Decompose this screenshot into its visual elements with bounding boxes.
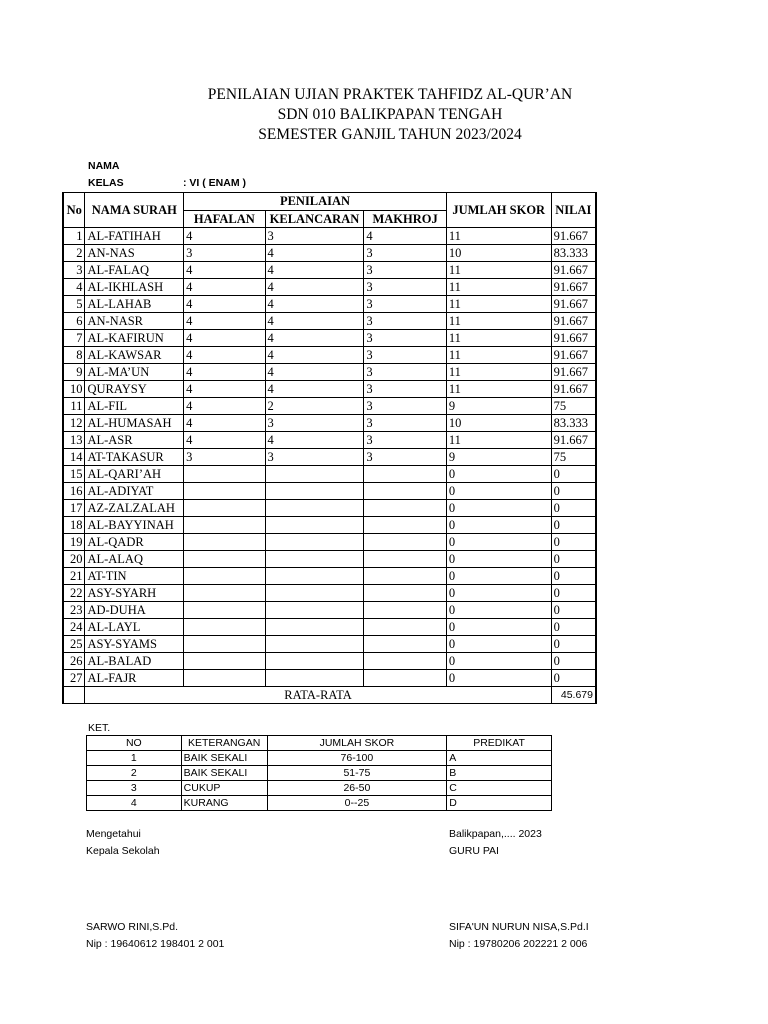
row-nilai-cell: 75 — [551, 398, 596, 415]
header-nama-surah: NAMA SURAH — [85, 193, 184, 228]
table-row — [63, 466, 596, 483]
row-nilai-cell: 0 — [551, 585, 596, 602]
row-hafalan-cell: 4 — [184, 432, 265, 449]
row-hafalan-cell: 4 — [184, 262, 265, 279]
row-jumlah-cell: 0 — [446, 551, 551, 568]
table-row — [63, 619, 596, 636]
row-hafalan-cell: 4 — [184, 398, 265, 415]
ket-jumlah-cell: 76-100 — [267, 751, 447, 766]
ket-keterangan-cell: BAIK SEKALI — [181, 751, 267, 766]
row-kelancaran-cell — [265, 670, 364, 687]
row-hafalan-cell — [184, 551, 265, 568]
row-jumlah-cell: 0 — [446, 636, 551, 653]
predikat-row — [87, 796, 552, 811]
row-makhroj-cell: 3 — [364, 364, 447, 381]
signature-left-name-block — [86, 919, 224, 953]
row-kelancaran-cell — [265, 534, 364, 551]
ket-no-cell: 3 — [87, 781, 182, 796]
ket-keterangan-cell: BAIK SEKALI — [181, 766, 267, 781]
nama-label: NAMA — [88, 160, 120, 172]
ket-predikat-cell: A — [447, 751, 552, 766]
row-jumlah-cell: 11 — [446, 279, 551, 296]
row-hafalan-cell — [184, 653, 265, 670]
table-row — [63, 381, 596, 398]
row-no-cell: 8 — [63, 347, 85, 364]
row-nilai-cell: 91.667 — [551, 313, 596, 330]
row-surah-cell: AL-BALAD — [85, 653, 184, 670]
row-nilai-cell: 0 — [551, 551, 596, 568]
kepala-sekolah-name: SARWO RINI,S.Pd. — [86, 921, 178, 933]
row-nilai-cell: 91.667 — [551, 330, 596, 347]
table-row — [63, 330, 596, 347]
table-row — [63, 279, 596, 296]
row-nilai-cell: 0 — [551, 568, 596, 585]
predikat-row — [87, 781, 552, 796]
row-no-cell: 6 — [63, 313, 85, 330]
row-surah-cell: AL-FALAQ — [85, 262, 184, 279]
table-row — [63, 602, 596, 619]
row-kelancaran-cell: 4 — [265, 432, 364, 449]
row-makhroj-cell — [364, 636, 447, 653]
row-no-cell: 23 — [63, 602, 85, 619]
guru-pai-text: GURU PAI — [449, 845, 499, 857]
row-hafalan-cell — [184, 602, 265, 619]
row-jumlah-cell: 11 — [446, 262, 551, 279]
row-makhroj-cell: 3 — [364, 449, 447, 466]
row-no-cell: 5 — [63, 296, 85, 313]
row-makhroj-cell — [364, 585, 447, 602]
row-kelancaran-cell — [265, 585, 364, 602]
table-row — [63, 551, 596, 568]
table-row — [63, 364, 596, 381]
row-hafalan-cell — [184, 670, 265, 687]
row-jumlah-cell: 0 — [446, 602, 551, 619]
table-row — [63, 313, 596, 330]
row-makhroj-cell — [364, 483, 447, 500]
ket-header-jumlah: JUMLAH SKOR — [267, 736, 447, 751]
row-nilai-cell: 83.333 — [551, 245, 596, 262]
row-surah-cell: AL-KAFIRUN — [85, 330, 184, 347]
ket-header-predikat: PREDIKAT — [447, 736, 552, 751]
row-jumlah-cell: 11 — [446, 228, 551, 245]
signature-right-block — [449, 826, 542, 860]
row-no-cell: 14 — [63, 449, 85, 466]
row-makhroj-cell — [364, 466, 447, 483]
signature-left-block — [86, 826, 160, 860]
kepala-sekolah-text: Kepala Sekolah — [86, 845, 160, 857]
header-makhroj: MAKHROJ — [364, 210, 447, 228]
header-hafalan: HAFALAN — [184, 210, 265, 228]
row-surah-cell: QURAYSY — [85, 381, 184, 398]
table-row — [63, 449, 596, 466]
table-row — [63, 245, 596, 262]
row-nilai-cell: 0 — [551, 636, 596, 653]
ket-keterangan-cell: KURANG — [181, 796, 267, 811]
table-row — [63, 500, 596, 517]
header-kelancaran: KELANCARAN — [265, 210, 364, 228]
row-surah-cell: AL-QADR — [85, 534, 184, 551]
row-jumlah-cell: 11 — [446, 296, 551, 313]
row-jumlah-cell: 0 — [446, 619, 551, 636]
row-nilai-cell: 83.333 — [551, 415, 596, 432]
ket-no-cell: 1 — [87, 751, 182, 766]
ket-no-cell: 4 — [87, 796, 182, 811]
row-jumlah-cell: 11 — [446, 364, 551, 381]
row-nilai-cell: 91.667 — [551, 279, 596, 296]
row-nilai-cell: 91.667 — [551, 364, 596, 381]
row-surah-cell: AL-BAYYINAH — [85, 517, 184, 534]
predikat-row — [87, 766, 552, 781]
row-surah-cell: AL-QARI’AH — [85, 466, 184, 483]
score-table — [62, 192, 597, 704]
row-hafalan-cell: 4 — [184, 279, 265, 296]
row-no-cell: 19 — [63, 534, 85, 551]
ket-label: KET. — [88, 722, 111, 734]
row-jumlah-cell: 0 — [446, 517, 551, 534]
table-row — [63, 517, 596, 534]
row-jumlah-cell: 0 — [446, 483, 551, 500]
row-surah-cell: AT-TIN — [85, 568, 184, 585]
ket-header-no: NO — [87, 736, 182, 751]
row-jumlah-cell: 0 — [446, 568, 551, 585]
row-jumlah-cell: 0 — [446, 466, 551, 483]
row-kelancaran-cell: 4 — [265, 347, 364, 364]
row-surah-cell: AT-TAKASUR — [85, 449, 184, 466]
row-jumlah-cell: 11 — [446, 381, 551, 398]
kelas-value: : VI ( ENAM ) — [183, 177, 246, 189]
ket-jumlah-cell: 26-50 — [267, 781, 447, 796]
row-no-cell: 26 — [63, 653, 85, 670]
row-makhroj-cell — [364, 517, 447, 534]
row-jumlah-cell: 10 — [446, 245, 551, 262]
row-nilai-cell: 0 — [551, 517, 596, 534]
header-nilai: NILAI — [551, 193, 596, 228]
document-title-line1: PENILAIAN UJIAN PRAKTEK TAHFIDZ AL-QUR’AN — [207, 86, 573, 103]
row-makhroj-cell: 3 — [364, 432, 447, 449]
row-kelancaran-cell: 4 — [265, 330, 364, 347]
row-no-cell: 7 — [63, 330, 85, 347]
row-hafalan-cell: 4 — [184, 364, 265, 381]
table-row — [63, 585, 596, 602]
row-nilai-cell: 0 — [551, 602, 596, 619]
row-surah-cell: AL-LAHAB — [85, 296, 184, 313]
row-kelancaran-cell — [265, 568, 364, 585]
row-makhroj-cell: 3 — [364, 296, 447, 313]
row-hafalan-cell — [184, 500, 265, 517]
row-makhroj-cell: 3 — [364, 330, 447, 347]
row-hafalan-cell: 3 — [184, 449, 265, 466]
row-surah-cell: AL-ASR — [85, 432, 184, 449]
row-kelancaran-cell — [265, 619, 364, 636]
row-hafalan-cell: 4 — [184, 330, 265, 347]
row-surah-cell: AL-FAJR — [85, 670, 184, 687]
row-makhroj-cell: 3 — [364, 347, 447, 364]
row-kelancaran-cell — [265, 517, 364, 534]
row-hafalan-cell — [184, 585, 265, 602]
document-title-line2: SDN 010 BALIKPAPAN TENGAH — [277, 106, 503, 123]
row-nilai-cell: 0 — [551, 653, 596, 670]
row-makhroj-cell: 3 — [364, 381, 447, 398]
row-jumlah-cell: 0 — [446, 534, 551, 551]
row-nilai-cell: 0 — [551, 500, 596, 517]
row-jumlah-cell: 10 — [446, 415, 551, 432]
row-hafalan-cell: 4 — [184, 228, 265, 245]
row-nilai-cell: 0 — [551, 619, 596, 636]
row-hafalan-cell: 4 — [184, 415, 265, 432]
row-surah-cell: AL-ADIYAT — [85, 483, 184, 500]
row-no-cell: 10 — [63, 381, 85, 398]
row-hafalan-cell — [184, 636, 265, 653]
predikat-row — [87, 751, 552, 766]
table-row — [63, 228, 596, 245]
row-no-cell: 25 — [63, 636, 85, 653]
signature-right-name-block — [449, 919, 589, 953]
table-row — [63, 568, 596, 585]
row-kelancaran-cell — [265, 483, 364, 500]
row-no-cell: 18 — [63, 517, 85, 534]
row-makhroj-cell — [364, 500, 447, 517]
ket-predikat-cell: B — [447, 766, 552, 781]
row-makhroj-cell — [364, 534, 447, 551]
predikat-table — [86, 735, 552, 811]
table-row — [63, 653, 596, 670]
predikat-table-body — [87, 751, 552, 811]
row-surah-cell: AL-MA’UN — [85, 364, 184, 381]
kelas-label: KELAS — [88, 177, 124, 189]
row-no-cell: 13 — [63, 432, 85, 449]
score-table-body — [63, 228, 596, 687]
table-row — [63, 262, 596, 279]
row-kelancaran-cell: 3 — [265, 415, 364, 432]
row-makhroj-cell — [364, 619, 447, 636]
row-hafalan-cell — [184, 517, 265, 534]
row-surah-cell: AL-HUMASAH — [85, 415, 184, 432]
row-makhroj-cell: 3 — [364, 279, 447, 296]
row-makhroj-cell — [364, 551, 447, 568]
row-hafalan-cell: 4 — [184, 347, 265, 364]
row-surah-cell: AL-FIL — [85, 398, 184, 415]
row-kelancaran-cell: 4 — [265, 296, 364, 313]
row-kelancaran-cell — [265, 466, 364, 483]
row-hafalan-cell: 3 — [184, 245, 265, 262]
row-jumlah-cell: 11 — [446, 313, 551, 330]
table-row — [63, 432, 596, 449]
row-no-cell: 2 — [63, 245, 85, 262]
table-row — [63, 347, 596, 364]
row-surah-cell: ASY-SYAMS — [85, 636, 184, 653]
row-no-cell: 9 — [63, 364, 85, 381]
ket-header-keterangan: KETERANGAN — [181, 736, 267, 751]
row-no-cell: 12 — [63, 415, 85, 432]
row-makhroj-cell — [364, 568, 447, 585]
row-surah-cell: ASY-SYARH — [85, 585, 184, 602]
row-makhroj-cell: 3 — [364, 262, 447, 279]
row-kelancaran-cell — [265, 653, 364, 670]
row-kelancaran-cell: 4 — [265, 364, 364, 381]
row-nilai-cell: 91.667 — [551, 228, 596, 245]
mengetahui-text: Mengetahui — [86, 828, 141, 840]
guru-pai-nip: Nip : 19780206 202221 2 006 — [449, 938, 588, 950]
row-hafalan-cell — [184, 466, 265, 483]
row-no-cell: 1 — [63, 228, 85, 245]
table-row — [63, 483, 596, 500]
table-row — [63, 296, 596, 313]
row-hafalan-cell: 4 — [184, 381, 265, 398]
row-hafalan-cell — [184, 619, 265, 636]
row-surah-cell: AN-NAS — [85, 245, 184, 262]
table-row — [63, 636, 596, 653]
row-nilai-cell: 91.667 — [551, 347, 596, 364]
average-value: 45.679 — [551, 687, 596, 704]
row-nilai-cell: 91.667 — [551, 381, 596, 398]
row-no-cell: 27 — [63, 670, 85, 687]
row-nilai-cell: 75 — [551, 449, 596, 466]
row-hafalan-cell — [184, 568, 265, 585]
row-nilai-cell: 91.667 — [551, 262, 596, 279]
row-nilai-cell: 0 — [551, 483, 596, 500]
row-makhroj-cell: 3 — [364, 245, 447, 262]
row-surah-cell: AL-FATIHAH — [85, 228, 184, 245]
row-kelancaran-cell — [265, 551, 364, 568]
row-nilai-cell: 0 — [551, 534, 596, 551]
row-no-cell: 11 — [63, 398, 85, 415]
header-jumlah-skor: JUMLAH SKOR — [446, 193, 551, 228]
table-row — [63, 670, 596, 687]
row-no-cell: 21 — [63, 568, 85, 585]
row-jumlah-cell: 11 — [446, 432, 551, 449]
row-no-cell: 22 — [63, 585, 85, 602]
row-kelancaran-cell: 4 — [265, 313, 364, 330]
ket-no-cell: 2 — [87, 766, 182, 781]
average-blank-cell — [63, 687, 85, 704]
table-row — [63, 534, 596, 551]
row-jumlah-cell: 9 — [446, 398, 551, 415]
row-kelancaran-cell: 4 — [265, 262, 364, 279]
row-surah-cell: AZ-ZALZALAH — [85, 500, 184, 517]
document-title-line3: SEMESTER GANJIL TAHUN 2023/2024 — [258, 126, 522, 143]
row-surah-cell: AL-KAWSAR — [85, 347, 184, 364]
row-nilai-cell: 91.667 — [551, 296, 596, 313]
row-no-cell: 16 — [63, 483, 85, 500]
row-makhroj-cell: 3 — [364, 398, 447, 415]
row-no-cell: 15 — [63, 466, 85, 483]
row-makhroj-cell: 3 — [364, 313, 447, 330]
average-label: RATA-RATA — [85, 687, 551, 704]
row-jumlah-cell: 11 — [446, 347, 551, 364]
ket-predikat-cell: C — [447, 781, 552, 796]
row-no-cell: 24 — [63, 619, 85, 636]
row-surah-cell: AN-NASR — [85, 313, 184, 330]
ket-predikat-cell: D — [447, 796, 552, 811]
header-no: No — [63, 193, 85, 228]
table-row — [63, 398, 596, 415]
row-surah-cell: AD-DUHA — [85, 602, 184, 619]
row-jumlah-cell: 9 — [446, 449, 551, 466]
kepala-sekolah-nip: Nip : 19640612 198401 2 001 — [86, 938, 225, 950]
row-makhroj-cell: 4 — [364, 228, 447, 245]
row-jumlah-cell: 0 — [446, 670, 551, 687]
row-jumlah-cell: 11 — [446, 330, 551, 347]
row-kelancaran-cell: 2 — [265, 398, 364, 415]
row-makhroj-cell — [364, 602, 447, 619]
row-kelancaran-cell: 4 — [265, 279, 364, 296]
row-kelancaran-cell — [265, 602, 364, 619]
row-kelancaran-cell: 4 — [265, 245, 364, 262]
row-jumlah-cell: 0 — [446, 585, 551, 602]
row-kelancaran-cell: 3 — [265, 449, 364, 466]
row-no-cell: 4 — [63, 279, 85, 296]
header-penilaian: PENILAIAN — [184, 193, 447, 211]
row-no-cell: 20 — [63, 551, 85, 568]
row-nilai-cell: 91.667 — [551, 432, 596, 449]
ket-jumlah-cell: 51-75 — [267, 766, 447, 781]
row-no-cell: 17 — [63, 500, 85, 517]
ket-jumlah-cell: 0--25 — [267, 796, 447, 811]
row-makhroj-cell — [364, 653, 447, 670]
row-surah-cell: AL-LAYL — [85, 619, 184, 636]
row-surah-cell: AL-IKHLASH — [85, 279, 184, 296]
row-hafalan-cell: 4 — [184, 313, 265, 330]
row-hafalan-cell: 4 — [184, 296, 265, 313]
row-kelancaran-cell: 3 — [265, 228, 364, 245]
row-nilai-cell: 0 — [551, 670, 596, 687]
place-date-text: Balikpapan,.... 2023 — [449, 828, 542, 840]
row-surah-cell: AL-ALAQ — [85, 551, 184, 568]
row-makhroj-cell: 3 — [364, 415, 447, 432]
row-jumlah-cell: 0 — [446, 500, 551, 517]
row-kelancaran-cell — [265, 500, 364, 517]
row-kelancaran-cell — [265, 636, 364, 653]
row-hafalan-cell — [184, 534, 265, 551]
row-nilai-cell: 0 — [551, 466, 596, 483]
row-no-cell: 3 — [63, 262, 85, 279]
row-makhroj-cell — [364, 670, 447, 687]
table-row — [63, 415, 596, 432]
row-hafalan-cell — [184, 483, 265, 500]
guru-pai-name: SIFA'UN NURUN NISA,S.Pd.I — [449, 921, 589, 933]
row-kelancaran-cell: 4 — [265, 381, 364, 398]
row-jumlah-cell: 0 — [446, 653, 551, 670]
ket-keterangan-cell: CUKUP — [181, 781, 267, 796]
